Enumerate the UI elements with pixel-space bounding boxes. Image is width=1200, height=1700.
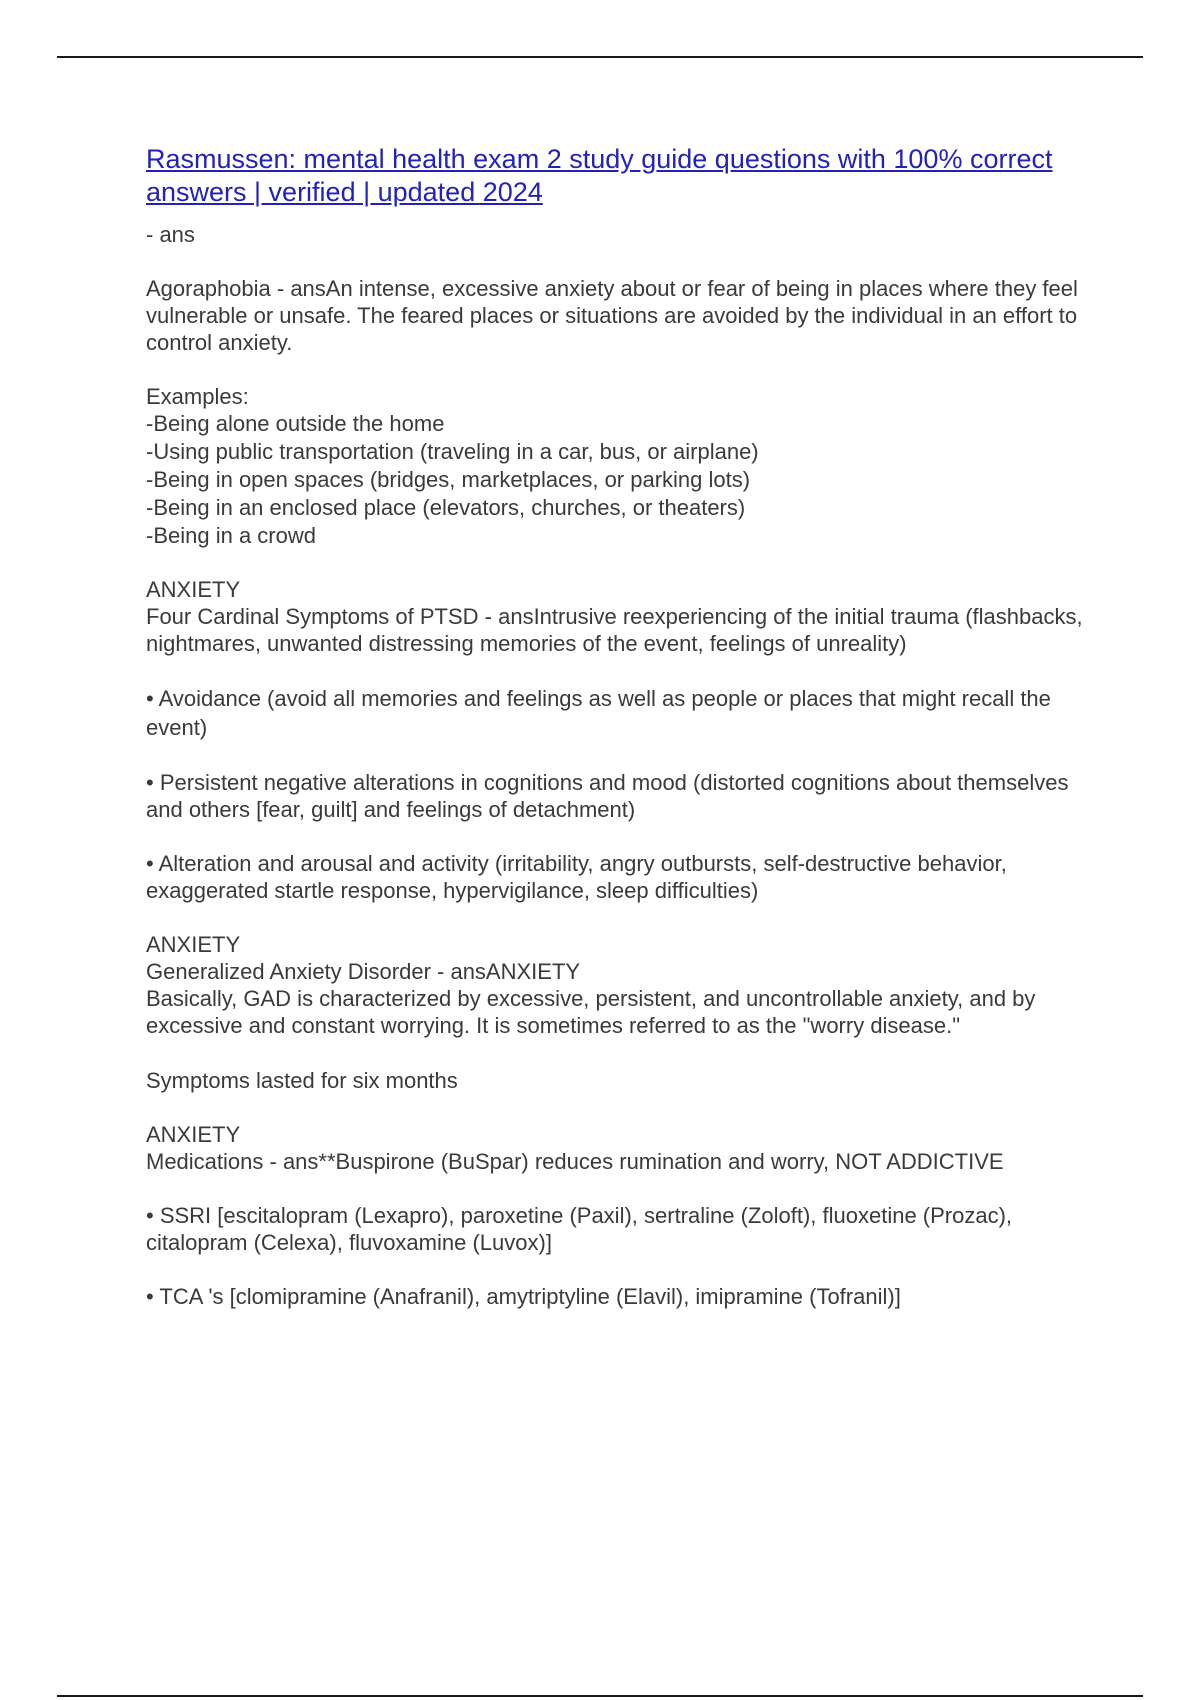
- list-item: -Being in open spaces (bridges, marketplaces, or parking lots): [146, 467, 751, 492]
- gad-duration: Symptoms lasted for six months: [146, 1068, 458, 1093]
- list-item: -Using public transportation (traveling in a car, bus, or airplane): [146, 439, 759, 464]
- meds-bullet-ssri: • SSRI [escitalopram (Lexapro), paroxetine (Paxil), sertraline (Zoloft), fluoxetine (Prozac), citalopram (Celexa), fluvoxamine (Luvox)]: [146, 1203, 1013, 1255]
- meds-bullet-tca: • TCA 's [clomipramine (Anafranil), amytriptyline (Elavil), imipramine (Tofranil)]: [146, 1284, 901, 1309]
- agoraphobia-definition: Agoraphobia - ansAn intense, excessive anxiety about or fear of being in places where they feel vulnerable or unsafe. The feared places or situations are avoided by the individual in an effort to control anxiety.: [146, 276, 1078, 355]
- header-rule: [57, 56, 1143, 58]
- ptsd-bullet-avoidance: • Avoidance (avoid all memories and feelings as well as people or places that might recall the event): [146, 686, 1051, 740]
- gad-term: Generalized Anxiety Disorder - ansANXIETY: [146, 959, 581, 984]
- examples-list: [146, 410, 1086, 550]
- meds-definition: Medications - ans**Buspirone (BuSpar) reduces rumination and worry, NOT ADDICTIVE: [146, 1149, 1004, 1174]
- list-item: -Being alone outside the home: [146, 411, 445, 436]
- document-title-link[interactable]: Rasmussen: mental health exam 2 study guide questions with 100% correct answers | verified | updated 2024: [146, 144, 1053, 207]
- ptsd-bullet-negative-alterations: • Persistent negative alterations in cognitions and mood (distorted cognitions about themselves and others [fear, guilt] and feelings of detachment): [146, 770, 1069, 822]
- footer-rule: [57, 1695, 1143, 1697]
- list-item: -Being in a crowd: [146, 523, 316, 548]
- gad-description: Basically, GAD is characterized by excessive, persistent, and uncontrollable anxiety, and by excessive and constant worrying. It is sometimes referred to as the "worry disease.": [146, 986, 1036, 1038]
- meds-category: ANXIETY: [146, 1122, 241, 1147]
- ptsd-category: ANXIETY: [146, 577, 241, 602]
- intro-text: - ans: [146, 222, 195, 247]
- document-body: [146, 143, 1086, 1310]
- gad-category: ANXIETY: [146, 932, 241, 957]
- ptsd-bullet-arousal: • Alteration and arousal and activity (irritability, angry outbursts, self-destructive behavior, exaggerated startle response, hypervigilance, sleep difficulties): [146, 851, 1007, 903]
- examples-heading: Examples:: [146, 384, 249, 409]
- list-item: -Being in an enclosed place (elevators, churches, or theaters): [146, 495, 746, 520]
- ptsd-definition: Four Cardinal Symptoms of PTSD - ansIntrusive reexperiencing of the initial trauma (flashbacks, nightmares, unwanted distressing memories of the event, feelings of unreality): [146, 604, 1083, 656]
